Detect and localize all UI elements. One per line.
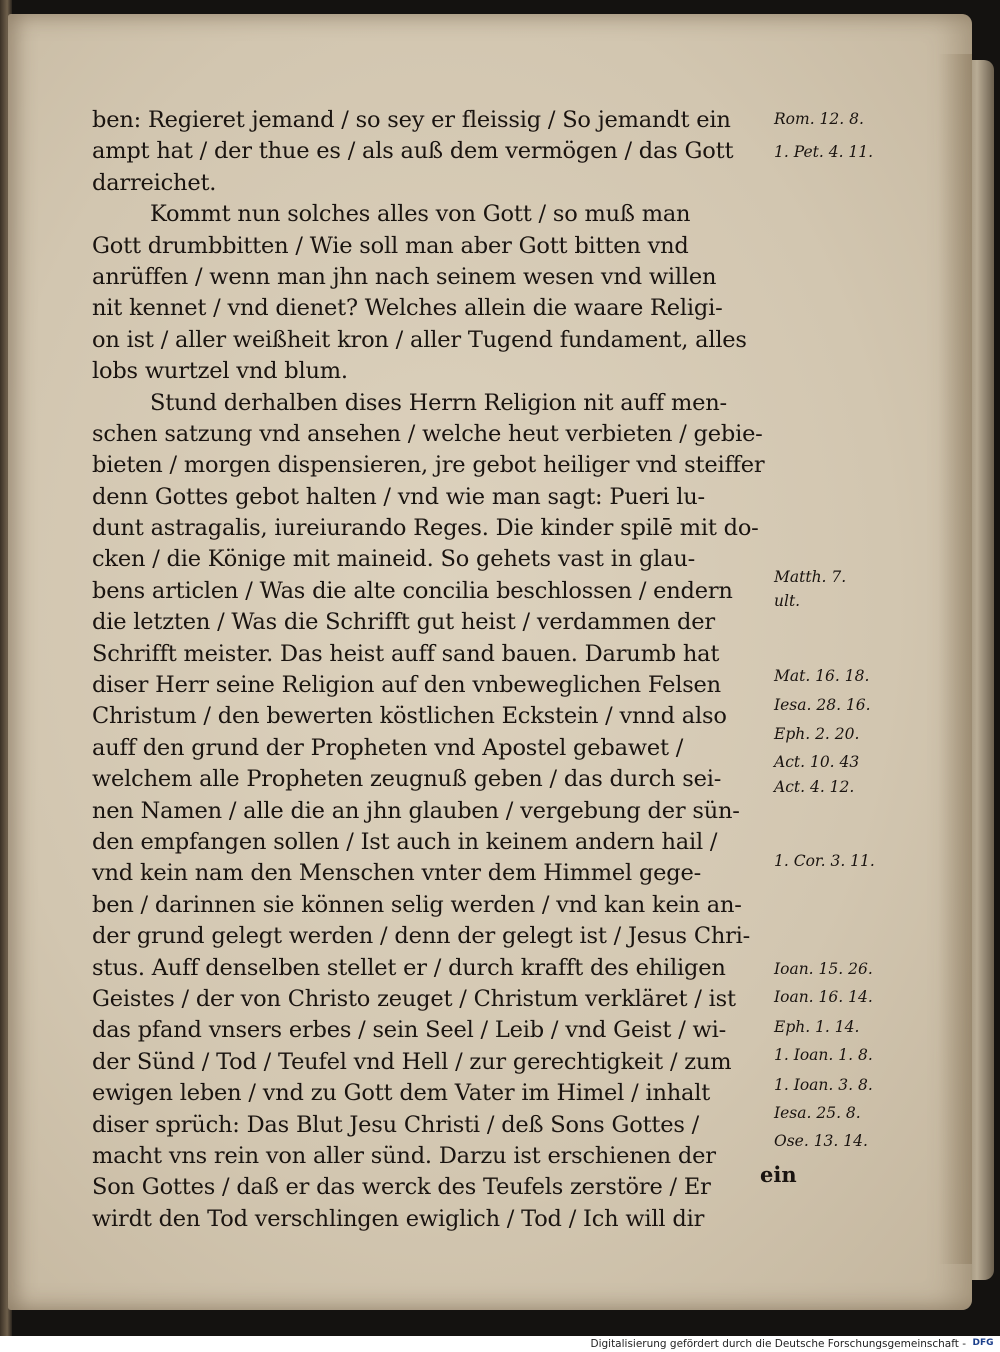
text-line: bens articlen / Was die alte concilia beschlossen / endern (92, 577, 733, 604)
text-line: Kommt nun solches alles von Gott / so muß man (150, 201, 691, 228)
margin-note: Ose. 13. 14. (774, 1132, 868, 1150)
text-line: nen Namen / alle die an jhn glauben / vergebung der sün- (92, 797, 740, 824)
text-line: cken / die Könige mit maineid. So gehets vast in glau- (92, 546, 696, 573)
text-line: der grund gelegt werden / denn der gelegt ist / Jesus Chri- (92, 923, 751, 950)
margin-note: Eph. 1. 14. (774, 1018, 860, 1036)
text-line: bieten / morgen dispensieren, jre gebot heiliger vnd steiffer (92, 452, 765, 479)
catchword: ein (760, 1162, 797, 1187)
margin-note: Rom. 12. 8. (774, 110, 864, 128)
text-line: wirdt den Tod verschlingen ewiglich / Tod / Ich will dir (92, 1205, 705, 1232)
text-line: diser sprüch: Das Blut Jesu Christi / deß Sons Gottes / (92, 1111, 700, 1138)
text-line: stus. Auff denselben stellet er / durch krafft des ehiligen (92, 954, 726, 981)
margin-note: 1. Cor. 3. 11. (774, 852, 875, 870)
text-line: Geistes / der von Christo zeuget / Christum verkläret / ist (92, 985, 736, 1012)
text-line: Gott drumbbitten / Wie soll man aber Gott bitten vnd (92, 232, 689, 259)
text-line: vnd kein nam den Menschen vnter dem Himmel gege- (92, 860, 702, 887)
text-line: welchem alle Propheten zeugnuß geben / das durch sei- (92, 766, 722, 793)
text-line: die letzten / Was die Schrifft gut heist / verdammen der (92, 609, 715, 636)
text-line: nit kennet / vnd dienet? Welches allein die waare Religi- (92, 295, 723, 322)
margin-note: 1. Pet. 4. 11. (774, 143, 874, 161)
text-line: macht vns rein von aller sünd. Darzu ist erschienen der (92, 1142, 716, 1169)
text-line: anrüffen / wenn man jhn nach seinem wesen vnd willen (92, 263, 717, 290)
text-line: ewigen leben / vnd zu Gott dem Vater im Himel / inhalt (92, 1080, 711, 1107)
main-text (92, 105, 772, 1235)
text-line: schen satzung vnd ansehen / welche heut verbieten / gebie- (92, 420, 763, 447)
margin-note: 1. Ioan. 1. 8. (774, 1046, 873, 1064)
margin-note: Ioan. 15. 26. (774, 960, 873, 978)
text-line: lobs wurtzel vnd blum. (92, 358, 348, 385)
margin-note: Eph. 2. 20. (774, 725, 860, 743)
margin-note: Ioan. 16. 14. (774, 988, 873, 1006)
text-line: on ist / aller weißheit kron / aller Tugend fundament, alles (92, 326, 747, 353)
margin-note: Mat. 16. 18. (774, 667, 870, 685)
text-line: Stund derhalben dises Herrn Religion nit auff men- (150, 389, 727, 416)
text-line: ben / darinnen sie können selig werden / vnd kan kein an- (92, 891, 742, 918)
margin-note: Matth. 7. (774, 568, 847, 586)
text-line: ben: Regieret jemand / so sey er fleissig / So jemandt ein (92, 107, 731, 133)
margin-note: Act. 4. 12. (774, 778, 855, 796)
text-line: der Sünd / Tod / Teufel vnd Hell / zur gerechtigkeit / zum (92, 1048, 732, 1075)
text-line: diser Herr seine Religion auf den vnbeweglichen Felsen (92, 672, 721, 699)
margin-note: 1. Ioan. 3. 8. (774, 1076, 873, 1094)
dfg-logo-icon: DFG (972, 1338, 994, 1348)
text-line: den empfangen sollen / Ist auch in keinem andern hail / (92, 828, 718, 855)
text-line: denn Gottes gebot halten / vnd wie man sagt: Pueri lu- (92, 483, 705, 510)
text-line: Christum / den bewerten köstlichen Eckstein / vnnd also (92, 703, 727, 730)
margin-note: ult. (774, 592, 801, 610)
text-line: darreichet. (92, 169, 217, 196)
text-line: Son Gottes / daß er das werck des Teufels zerstöre / Er (92, 1174, 711, 1201)
text-line: Schrifft meister. Das heist auff sand bauen. Darumb hat (92, 640, 720, 667)
margin-note: Iesa. 25. 8. (774, 1104, 861, 1122)
margin-note: Iesa. 28. 16. (774, 696, 871, 714)
margin-note: Act. 10. 43 (774, 753, 860, 771)
text-line: das pfand vnsers erbes / sein Seel / Leib / vnd Geist / wi- (92, 1017, 726, 1044)
text-line: auff den grund der Propheten vnd Apostel gebawet / (92, 734, 684, 761)
funding-credit: Digitalisierung gefördert durch die Deutsche Forschungsgemeinschaft - (590, 1338, 966, 1350)
text-line: dunt astragalis, iureiurando Reges. Die kinder spilē mit do- (92, 515, 759, 542)
page-shadow (938, 54, 972, 1264)
text-line: ampt hat / der thue es / als auß dem vermögen / das Gott (92, 138, 734, 165)
